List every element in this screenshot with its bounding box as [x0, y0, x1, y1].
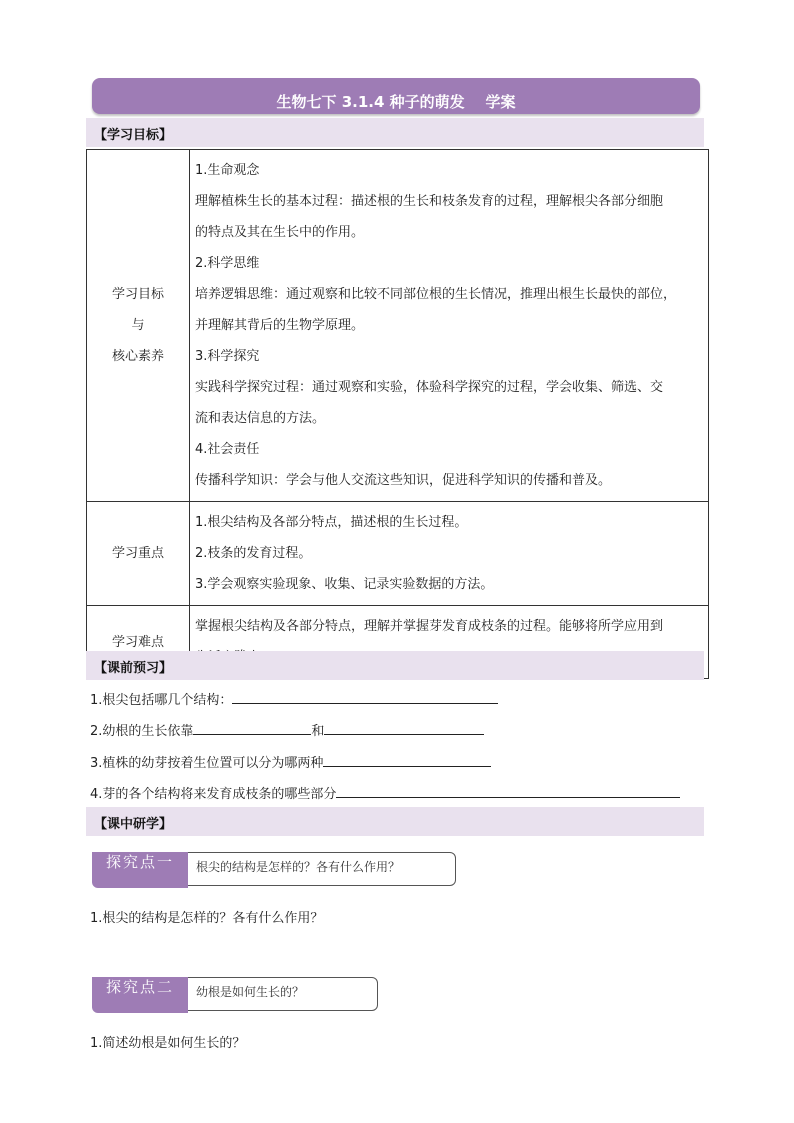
goal-line: 的特点及其在生长中的作用。 [195, 225, 365, 240]
goals-head-line: 学习目标 [111, 287, 164, 302]
section-class-label: 【课中研学】 [94, 817, 173, 832]
goals-head-cell [87, 150, 190, 502]
preview-q4-text: 4.芽的各个结构将来发育成枝条的哪些部分 [90, 787, 337, 802]
preview-question-4 [90, 783, 680, 802]
preview-question-1 [90, 689, 498, 708]
goal-line: 并理解其背后的生物学原理。 [195, 318, 365, 333]
difficulty-line: 掌握根尖结构及各部分特点，理解并掌握芽发育成枝条的过程。能够将所学应用到 [195, 619, 664, 634]
key-points-body [190, 502, 709, 606]
page-title: 生物七下 3.1.4 种子的萌发 学案 [276, 93, 516, 111]
goals-table [86, 149, 709, 679]
explore-question-2: 幼根是如何生长的？ [196, 985, 305, 999]
key-point-line: 2.枝条的发育过程。 [195, 546, 312, 561]
goals-head-line: 核心素养 [111, 349, 164, 364]
goal-line: 流和表达信息的方法。 [195, 411, 326, 426]
answer-blank[interactable] [193, 721, 311, 735]
table-row [87, 502, 709, 606]
goal-line: 理解植株生长的基本过程：描述根的生长和枝条发育的过程，理解根尖各部分细胞 [195, 194, 664, 209]
goal-line: 培养逻辑思维：通过观察和比较不同部位根的生长情况，推理出根生长最快的部位， [195, 287, 677, 302]
goal-line: 3.科学探究 [195, 349, 260, 364]
section-preview [86, 651, 704, 680]
explore-point-2 [92, 977, 378, 1011]
explore-tab-1: 探究点一 [92, 852, 188, 888]
table-row [87, 150, 709, 502]
answer-blank[interactable] [232, 690, 498, 704]
section-goals-label: 【学习目标】 [94, 128, 173, 143]
explore-tab-2: 探究点二 [92, 977, 188, 1013]
preview-q2-text-b: 和 [311, 724, 325, 739]
explore-point-1 [92, 852, 456, 886]
preview-q1-text: 1.根尖包括哪几个结构： [90, 693, 233, 708]
goals-head-line: 与 [131, 318, 145, 333]
key-point-line: 1.根尖结构及各部分特点，描述根的生长过程。 [195, 515, 468, 530]
difficulty-head: 学习难点 [87, 606, 190, 679]
answer-blank[interactable] [323, 753, 491, 767]
goal-line: 2.科学思维 [195, 256, 260, 271]
goal-line: 1.生命观念 [195, 163, 260, 178]
goal-line: 4.社会责任 [195, 442, 260, 457]
explore-sub-question-2: 1.简述幼根是如何生长的？ [90, 1036, 246, 1051]
title-banner [92, 78, 700, 114]
preview-question-2 [90, 720, 484, 739]
preview-q2-text-a: 2.幼根的生长依靠 [90, 724, 194, 739]
goal-line: 传播科学知识：学会与他人交流这些知识，促进科学知识的传播和普及。 [195, 473, 612, 488]
goals-body-cell [190, 150, 709, 502]
answer-blank[interactable] [336, 784, 680, 798]
explore-sub-question-1: 1.根尖的结构是怎样的？各有什么作用？ [90, 911, 324, 926]
key-points-head: 学习重点 [87, 502, 190, 606]
goal-line: 实践科学探究过程：通过观察和实验，体验科学探究的过程，学会收集、筛选、交 [195, 380, 664, 395]
explore-question-1: 根尖的结构是怎样的？各有什么作用？ [196, 860, 401, 874]
preview-question-3 [90, 752, 491, 771]
section-preview-label: 【课前预习】 [94, 661, 173, 676]
preview-q3-text: 3.植株的幼芽按着生位置可以分为哪两种 [90, 756, 324, 771]
answer-blank[interactable] [324, 721, 484, 735]
key-point-line: 3.学会观察实验现象、收集、记录实验数据的方法。 [195, 577, 494, 592]
section-class [86, 807, 704, 836]
section-goals [86, 118, 704, 147]
